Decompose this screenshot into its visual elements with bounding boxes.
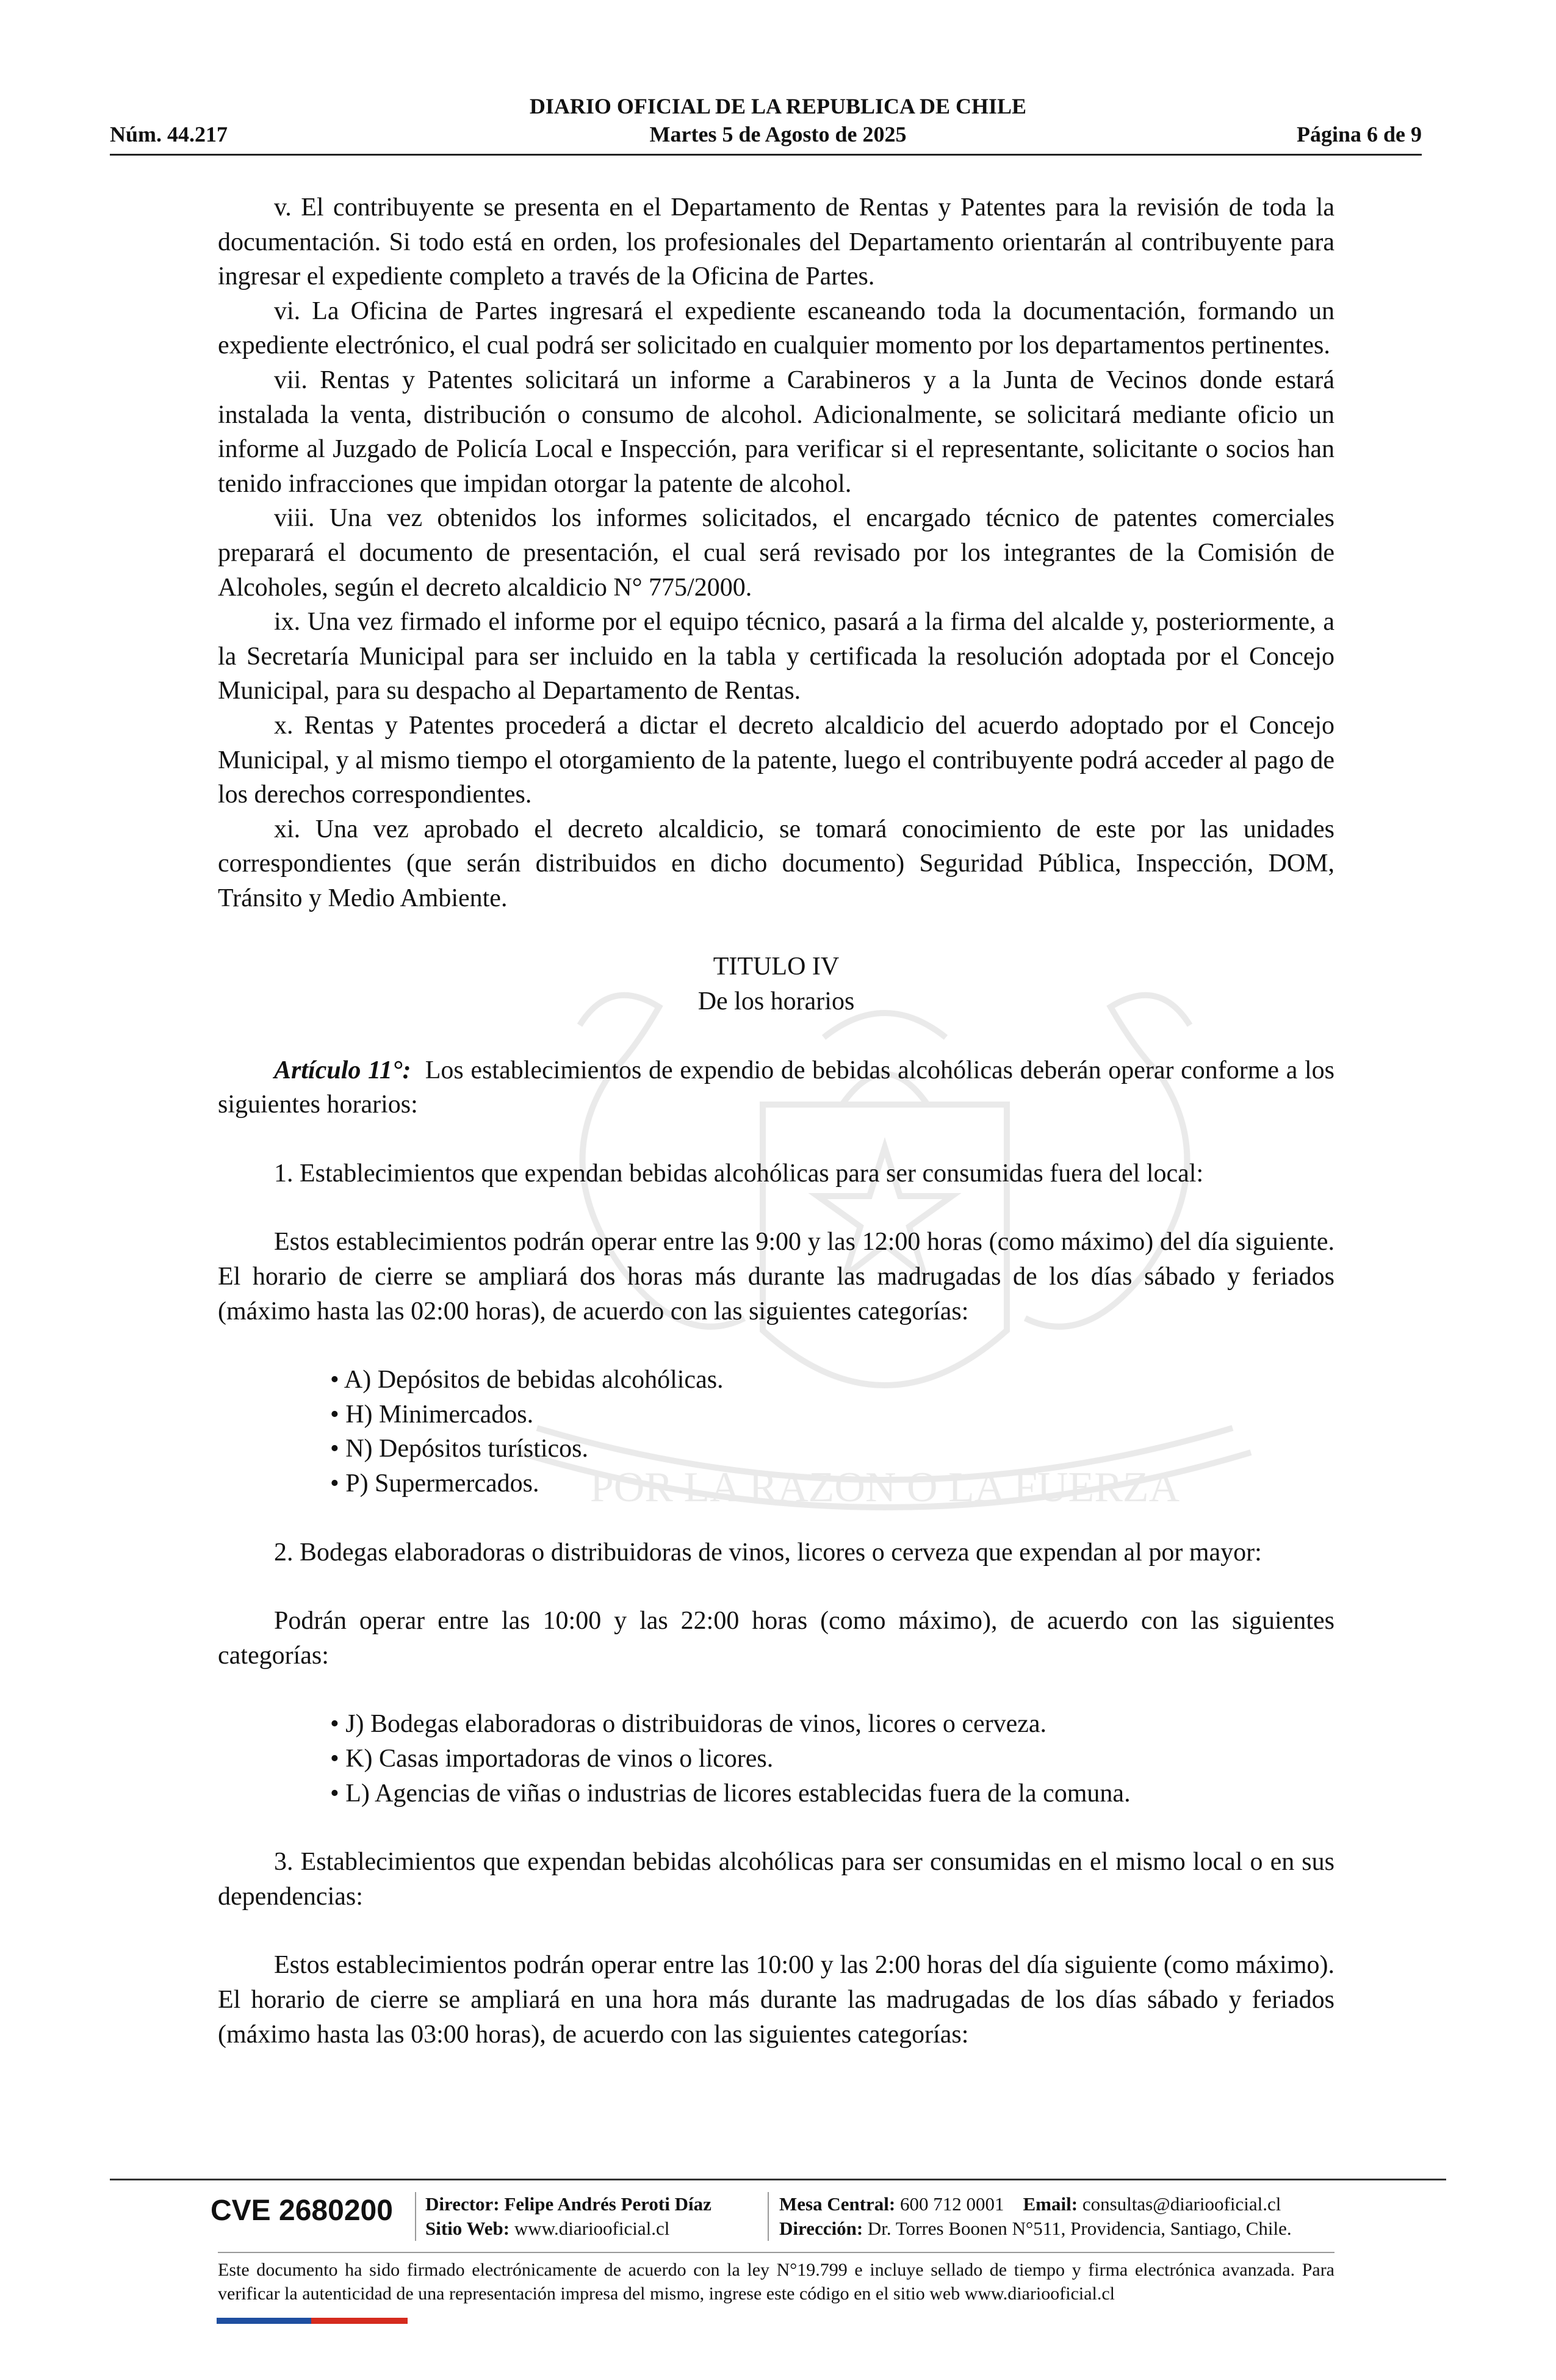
page-number: Página 6 de 9 [1296,122,1422,146]
section-2-heading: 2. Bodegas elaboradoras o distribuidoras de vinos, licores o cerveza que expendan al por mayor: [274,1538,1262,1567]
mesa-value: 600 712 0001 [900,2193,1004,2215]
paragraph-xi: xi. Una vez aprobado el decreto alcaldicio, se tomará conocimiento de este por las unidades correspondientes (que serán distribuidos en dicho documento) Seguridad Pública, Inspección, DOM, Tránsito y Medio Ambiente. [218,815,1334,912]
watermark-motto: POR LA RAZON O LA FUERZA [589,1464,1180,1511]
issue-date: Martes 5 de Agosto de 2025 [649,122,907,146]
paragraph-viii: viii. Una vez obtenidos los informes solicitados, el encargado técnico de patentes comerciales preparará el documento de presentación, el cual será revisado por los integrantes de la Comisión de Alcoholes, según el decreto alcaldicio N° 775/2000. [218,504,1334,602]
footer-contact-block [779,2192,1292,2241]
article-11-text: Los establecimientos de expendio de bebidas alcohólicas deberán operar conforme a los siguientes horarios: [218,1056,1334,1119]
list-item: • H) Minimercados. [330,1400,534,1429]
gazette-title: DIARIO OFICIAL DE LA REPUBLICA DE CHILE [529,94,1027,118]
address-value: Dr. Torres Boonen N°511, Providencia, Santiago, Chile. [867,2218,1292,2239]
paragraph-vi: vi. La Oficina de Partes ingresará el expediente escaneando toda la documentación, formando un expediente electrónico, el cual podrá ser solicitado en cualquier momento por los departamentos pertinentes. [218,297,1334,360]
web-link[interactable]: www.diariooficial.cl [514,2218,670,2239]
section-3-heading: 3. Establecimientos que expendan bebidas alcohólicas para ser consumidas en el mismo local o en sus dependencias: [218,1848,1334,1911]
paragraph-ix: ix. Una vez firmado el informe por el equipo técnico, pasará a la firma del alcalde y, posteriormente, a la Secretaría Municipal para ser incluido en la tabla y certificada la resolución adoptada por el Concejo Municipal, para su despacho al Departamento de Rentas. [218,608,1334,705]
header-divider [110,154,1422,156]
article-11-label: Artículo 11°: [274,1056,411,1084]
director-label: Director: [425,2193,500,2215]
list-item: • K) Casas importadoras de vinos o licores. [330,1744,774,1773]
list-item: • J) Bodegas elaboradoras o distribuidoras de vinos, licores o cerveza. [330,1710,1047,1739]
footer-separator [768,2192,769,2241]
section-3-text: Estos establecimientos podrán operar entre las 10:00 y las 2:00 horas del día siguiente (como máximo). El horario de cierre se ampliará en una hora más durante las madrugadas de los días sábado y feriados (máximo hasta las 03:00 horas), de acuerdo con las siguientes categorías: [218,1951,1334,2049]
section-2-text: Podrán operar entre las 10:00 y las 22:00 horas (como máximo), de acuerdo con las siguientes categorías: [218,1607,1334,1670]
list-item: • N) Depósitos turísticos. [330,1435,589,1463]
footer-divider-2 [218,2252,1334,2253]
list-item: • P) Supermercados. [330,1469,539,1498]
section-1-text: Estos establecimientos podrán operar entre las 9:00 y las 12:00 horas (como máximo) del día siguiente. El horario de cierre se ampliará dos horas más durante las madrugadas de los días sábado y feriados (máximo hasta las 02:00 horas), de acuerdo con las siguientes categorías: [218,1228,1334,1325]
article-11 [218,1053,1334,1122]
email-label: Email: [1023,2193,1078,2215]
web-label: Sitio Web: [425,2218,510,2239]
address-label: Dirección: [779,2218,863,2239]
flag-stripe-red [311,2318,408,2324]
section-1-heading: 1. Establecimientos que expendan bebidas alcohólicas para ser consumidas fuera del local: [274,1159,1204,1188]
email-link[interactable]: consultas@diariooficial.cl [1082,2193,1281,2215]
cve-code: CVE 2680200 [211,2194,393,2227]
director-name: Felipe Andrés Peroti Díaz [504,2193,711,2215]
paragraph-v: v. El contribuyente se presenta en el Departamento de Rentas y Patentes para la revisión de toda la documentación. Si todo está en orden, los profesionales del Departamento orientarán al contribuyente para ingresar el expediente completo a través de la Oficina de Partes. [218,193,1334,291]
footer-separator [415,2192,416,2241]
mesa-label: Mesa Central: [779,2193,896,2215]
list-item: • A) Depósitos de bebidas alcohólicas. [330,1366,724,1394]
document-body [218,190,1334,2052]
paragraph-vii: vii. Rentas y Patentes solicitará un informe a Carabineros y a la Junta de Vecinos donde estará instalada la venta, distribución o consumo de alcohol. Adicionalmente, se solicitará mediante oficio un informe al Juzgado de Policía Local e Inspección, para verificar si el representante, solicitante o socios han tenido infracciones que impidan otorgar la patente de alcohol. [218,366,1334,498]
paragraph-x: x. Rentas y Patentes procederá a dictar el decreto alcaldicio del acuerdo adoptado por el Concejo Municipal, y al mismo tiempo el otorgamiento de la patente, luego el contribuyente podrá acceder al pago de los derechos correspondientes. [218,711,1334,809]
footer-divider [110,2179,1446,2180]
signature-note: Este documento ha sido firmado electrónicamente de acuerdo con la ley N°19.799 e incluye sellado de tiempo y firma electrónica avanzada. Para verificar la autenticidad de una representación impresa del mismo, ingrese este código en el sitio web www.diariooficial.cl [218,2260,1334,2304]
footer-director-block [425,2192,711,2241]
section-subtitle: De los horarios [697,987,855,1016]
list-item: • L) Agencias de viñas o industrias de licores establecidas fuera de la comuna. [330,1779,1131,1808]
flag-stripe-blue [217,2318,311,2324]
issue-number: Núm. 44.217 [110,122,228,146]
section-title: TITULO IV [713,953,840,981]
